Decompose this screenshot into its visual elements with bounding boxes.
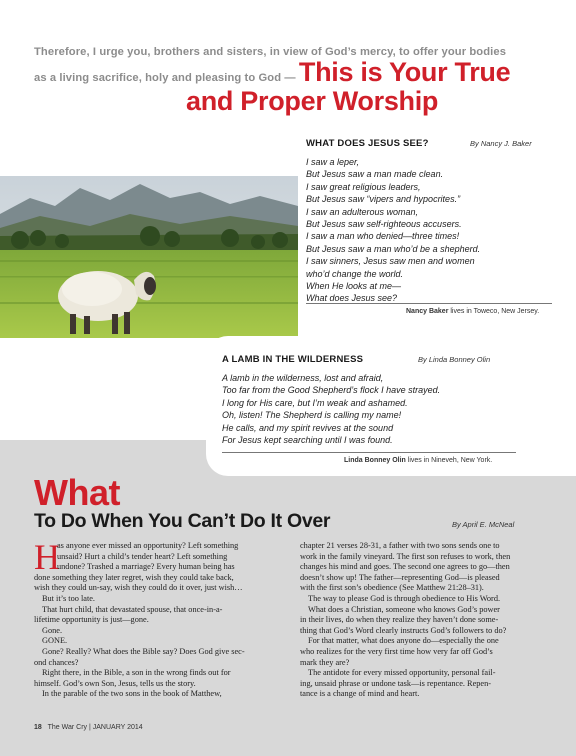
text-line: undone? Trashed a marriage? Every human being has bbox=[57, 562, 235, 572]
article-column-left bbox=[34, 537, 284, 700]
text-line: What does a Christian, someone who knows God’s power bbox=[308, 604, 500, 614]
text-line: For that matter, what does anyone do—especially the one bbox=[308, 636, 499, 646]
paragraph bbox=[34, 647, 284, 668]
jesus-see-bio bbox=[406, 308, 539, 315]
text-line: ing, unsaid phrase or undone task—is repentance. Repen- bbox=[300, 678, 492, 688]
paragraph bbox=[300, 594, 552, 605]
bio-author: Nancy Baker bbox=[406, 308, 449, 315]
page-footer bbox=[34, 724, 143, 731]
text-line: wish they could un-say, wish they could do it over, just wish… bbox=[34, 583, 243, 593]
text-line: ond chances? bbox=[34, 657, 79, 667]
paragraph bbox=[34, 689, 284, 700]
text-line: who realizes for the very first time how very far off God’s bbox=[300, 646, 493, 656]
text-line: Gone? Really? What does the Bible say? Does God give sec- bbox=[42, 646, 245, 656]
bio-author: Linda Bonney Olin bbox=[344, 457, 406, 464]
poem-line: Too far from the Good Shepherd’s flock I have strayed. bbox=[222, 385, 441, 396]
text-line: tance is a change of mind and heart. bbox=[300, 689, 420, 699]
text-line: Right there, in the Bible, a son in the wrong finds out for bbox=[42, 668, 231, 678]
text-line: That hurt child, that devastated spouse, that once-in-a- bbox=[42, 604, 223, 614]
intro-line-1: Therefore, I urge you, brothers and sisters, in view of God’s mercy, to offer your bodies bbox=[34, 46, 507, 58]
text-line: chapter 21 verses 28-31, a father with two sons sends one to bbox=[300, 541, 500, 550]
divider bbox=[306, 303, 552, 304]
poem-line: For Jesus kept searching until I was found. bbox=[222, 435, 393, 446]
article-byline: By April E. McNeal bbox=[452, 520, 515, 529]
jesus-see-heading: WHAT DOES JESUS SEE? bbox=[306, 138, 429, 149]
lamb-byline: By Linda Bonney Olin bbox=[418, 355, 491, 364]
text-line: in their lives, do when they realize they haven’t done some- bbox=[300, 615, 499, 625]
poem-line: But Jesus saw a man made clean. bbox=[306, 169, 444, 180]
text-line: lifetime opportunity is just—gone. bbox=[34, 615, 149, 625]
poem-line: I long for His care, but I’m weak and ashamed. bbox=[222, 397, 408, 408]
article-title-what: What bbox=[34, 472, 120, 513]
bio-text: lives in Toweco, New Jersey. bbox=[450, 308, 540, 315]
poem-line: But Jesus saw “vipers and hypocrites.” bbox=[306, 194, 461, 205]
article-column-right bbox=[300, 541, 552, 700]
paragraph bbox=[34, 668, 284, 689]
paragraph bbox=[300, 636, 552, 668]
paragraph bbox=[300, 668, 552, 700]
poem-line: He calls, and my spirit revives at the sound bbox=[222, 422, 394, 433]
jesus-see-poem bbox=[306, 156, 480, 305]
text-line: unsaid? Hurt a child’s tender heart? Left something bbox=[57, 551, 228, 561]
intro-line-2: as a living sacrifice, holy and pleasing to God — bbox=[34, 72, 296, 84]
poem-line: I saw sinners, Jesus saw men and women bbox=[306, 256, 475, 267]
poem-line: I saw a man who denied—three times! bbox=[306, 231, 460, 242]
text-line: with the first son’s obedience (See Matthew 21:28–31). bbox=[300, 583, 484, 593]
article-title-rest: To Do When You Can’t Do It Over bbox=[34, 510, 331, 532]
publication-info: The War Cry | JANUARY 2014 bbox=[47, 724, 143, 731]
page-title-line-1: This is Your True bbox=[298, 57, 511, 87]
text-line: himself. God’s own Son, Jesus, tells us the story. bbox=[34, 678, 196, 688]
text-line: In the parable of the two sons in the book of Matthew, bbox=[42, 689, 222, 699]
poem-line: I saw an adulterous woman, bbox=[306, 206, 419, 217]
paragraph: GONE. bbox=[42, 636, 68, 646]
jesus-see-byline: By Nancy J. Baker bbox=[470, 139, 532, 148]
poem-line: A lamb in the wilderness, lost and afraid, bbox=[222, 373, 384, 383]
drop-cap: H bbox=[34, 537, 60, 577]
poem-line: When He looks at me— bbox=[306, 281, 402, 292]
page-title-line-2: and Proper Worship bbox=[186, 86, 439, 116]
bio-text: lives in Nineveh, New York. bbox=[407, 457, 493, 464]
poem-line: I saw a leper, bbox=[306, 157, 360, 167]
lamb-bio bbox=[344, 457, 492, 464]
poem-line: But Jesus saw a man who’d be a shepherd. bbox=[306, 243, 481, 254]
poem-line: Oh, listen! The Shepherd is calling my name! bbox=[222, 410, 402, 421]
text-line: changes his mind and goes. The second one agrees to go—then bbox=[300, 562, 510, 572]
paragraph bbox=[300, 541, 552, 594]
paragraph: But it’s too late. bbox=[42, 593, 96, 603]
poem-line: I saw great religious leaders, bbox=[306, 181, 421, 192]
sheep-photo bbox=[0, 176, 298, 338]
lamb-poem bbox=[222, 372, 440, 446]
text-line: as anyone ever missed an opportunity? Left something bbox=[57, 541, 239, 550]
paragraph bbox=[34, 537, 284, 594]
text-line: The antidote for every missed opportunity, personal fail- bbox=[308, 668, 496, 678]
poem-line: who’d change the world. bbox=[306, 268, 404, 279]
paragraph bbox=[300, 605, 552, 637]
paragraph: Gone. bbox=[42, 625, 63, 635]
text-line: The way to please God is through obedience to His Word. bbox=[308, 593, 501, 603]
lamb-heading: A LAMB IN THE WILDERNESS bbox=[222, 354, 364, 365]
intro-verse bbox=[34, 42, 554, 88]
text-line: mark they are? bbox=[300, 657, 350, 667]
text-line: doesn’t show up! The father—representing God—is pleased bbox=[300, 572, 500, 582]
text-line: work in the family vineyard. The first son refuses to work, then bbox=[300, 551, 511, 561]
page-number: 18 bbox=[34, 724, 42, 731]
divider bbox=[222, 452, 516, 453]
text-line: thing that God’s Word clearly instructs God’s followers to do? bbox=[300, 625, 507, 635]
paragraph bbox=[34, 605, 284, 626]
poem-line: But Jesus saw self-righteous accusers. bbox=[306, 219, 462, 230]
poem-line: What does Jesus see? bbox=[306, 293, 398, 304]
text-line: done something they later regret, wish they could take back, bbox=[34, 572, 234, 582]
